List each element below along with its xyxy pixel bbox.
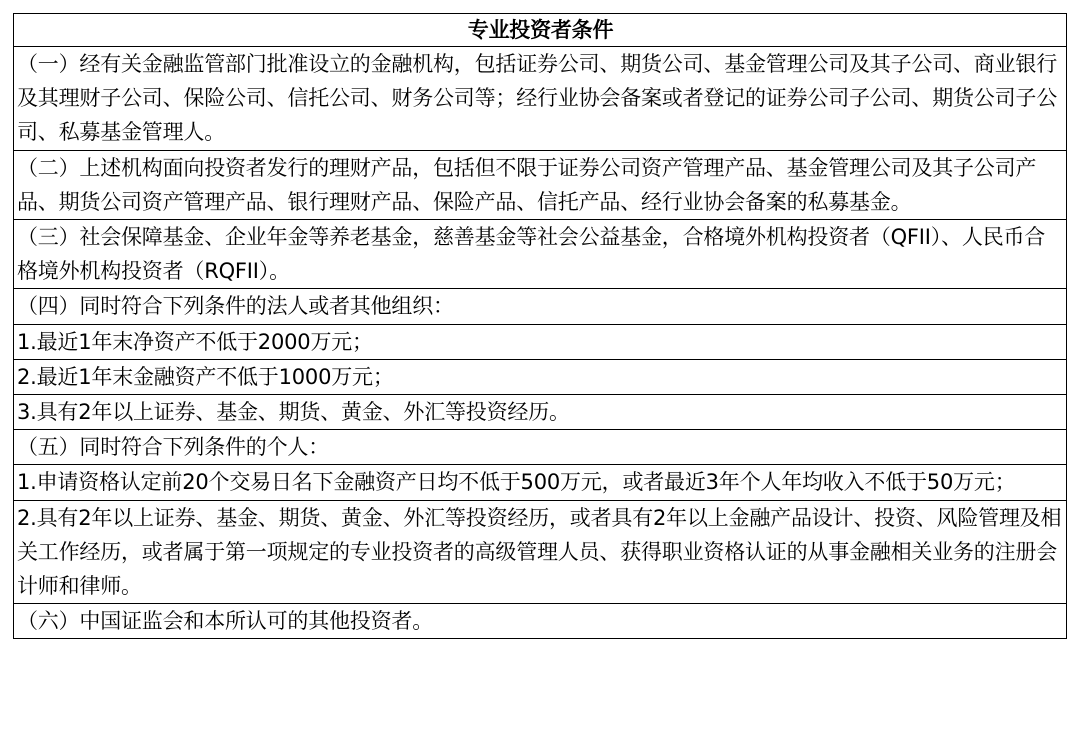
investor-criteria-table bbox=[13, 13, 1067, 639]
criteria-5-individuals: （五）同时符合下列条件的个人： bbox=[14, 430, 1067, 465]
table-row bbox=[14, 150, 1067, 219]
criteria-6-other-investors: （六）中国证监会和本所认可的其他投资者。 bbox=[14, 604, 1067, 639]
table-row bbox=[14, 324, 1067, 359]
table-row bbox=[14, 289, 1067, 324]
criteria-3-funds-qfii: （三）社会保障基金、企业年金等养老基金，慈善基金等社会公益基金，合格境外机构投资者（QFII）、人民币合格境外机构投资者（RQFII）。 bbox=[14, 220, 1067, 289]
table-row bbox=[14, 430, 1067, 465]
criteria-4-item-1: 1.最近1年末净资产不低于2000万元； bbox=[14, 324, 1067, 359]
criteria-4-item-2: 2.最近1年末金融资产不低于1000万元； bbox=[14, 359, 1067, 394]
table-row bbox=[14, 604, 1067, 639]
table-row bbox=[14, 359, 1067, 394]
table-row bbox=[14, 500, 1067, 604]
criteria-5-item-1: 1.申请资格认定前20个交易日名下金融资产日均不低于500万元，或者最近3年个人年均收入不低于50万元； bbox=[14, 465, 1067, 500]
table-row bbox=[14, 465, 1067, 500]
table-row bbox=[14, 220, 1067, 289]
criteria-4-legal-entities: （四）同时符合下列条件的法人或者其他组织： bbox=[14, 289, 1067, 324]
criteria-5-item-2: 2.具有2年以上证券、基金、期货、黄金、外汇等投资经历，或者具有2年以上金融产品设计、投资、风险管理及相关工作经历，或者属于第一项规定的专业投资者的高级管理人员、获得职业资格认证的从事金融相关业务的注册会计师和律师。 bbox=[14, 500, 1067, 604]
criteria-1-financial-institutions: （一）经有关金融监管部门批准设立的金融机构，包括证券公司、期货公司、基金管理公司及其子公司、商业银行及其理财子公司、保险公司、信托公司、财务公司等；经行业协会备案或者登记的证券公司子公司、期货公司子公司、私募基金管理人。 bbox=[14, 47, 1067, 151]
criteria-4-item-3: 3.具有2年以上证券、基金、期货、黄金、外汇等投资经历。 bbox=[14, 395, 1067, 430]
table-header-row bbox=[14, 14, 1067, 47]
table-row bbox=[14, 395, 1067, 430]
table-title: 专业投资者条件 bbox=[14, 14, 1067, 47]
table-row bbox=[14, 47, 1067, 151]
criteria-2-wealth-products: （二）上述机构面向投资者发行的理财产品，包括但不限于证券公司资产管理产品、基金管理公司及其子公司产品、期货公司资产管理产品、银行理财产品、保险产品、信托产品、经行业协会备案的私募基金。 bbox=[14, 150, 1067, 219]
